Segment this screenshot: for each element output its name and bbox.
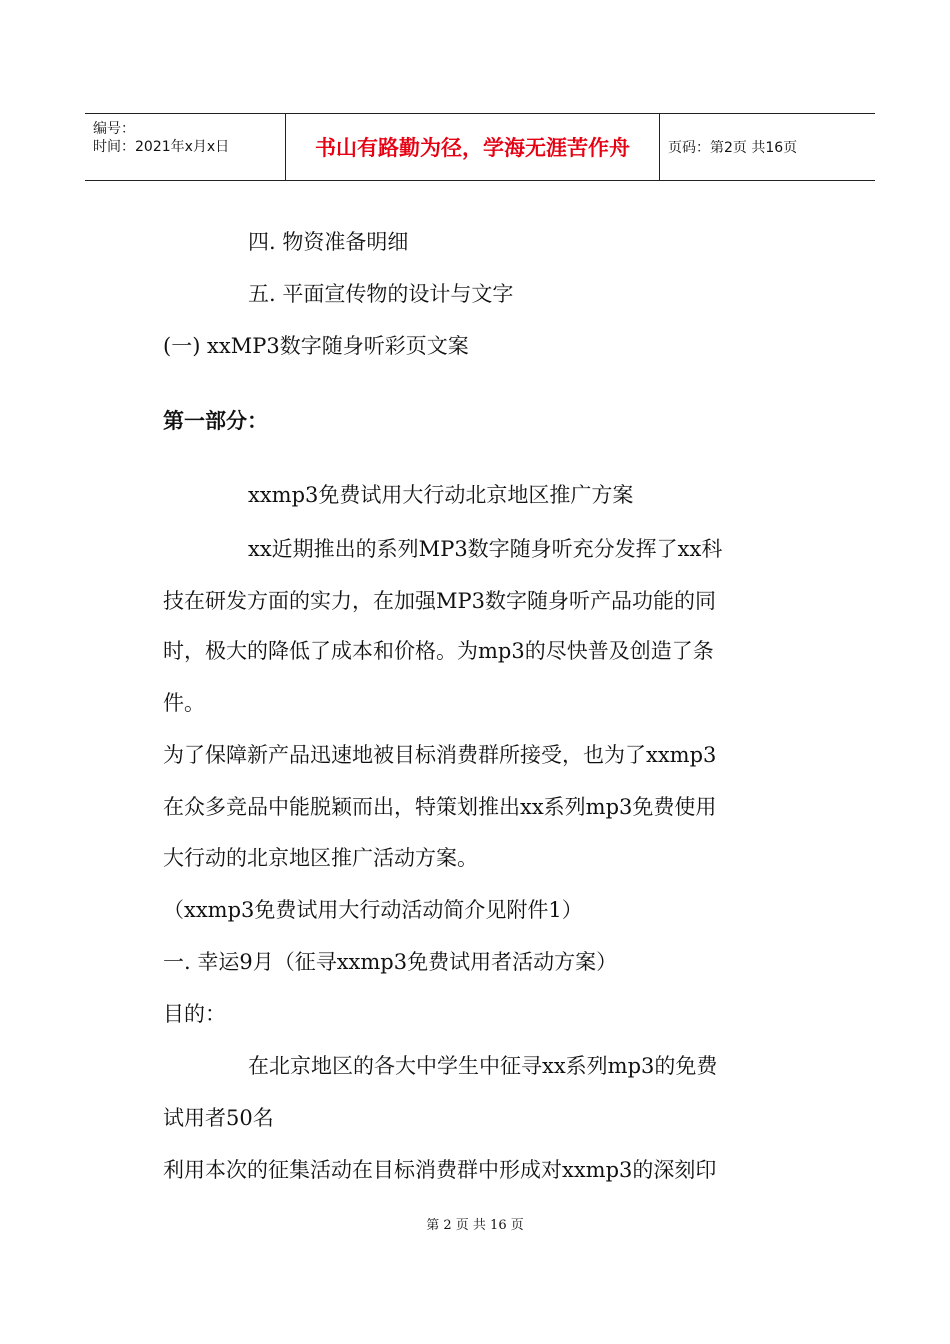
- paragraph-line: 件。: [163, 691, 205, 715]
- paragraph-line: xx近期推出的系列MP3数字随身听充分发挥了xx科: [248, 537, 723, 561]
- paragraph-line: 时，极大的降低了成本和价格。为mp3的尽快普及创造了条: [163, 639, 714, 663]
- part-heading: 第一部分：: [163, 409, 268, 433]
- paragraph-line: 技在研发方面的实力，在加强MP3数字随身听产品功能的同: [163, 589, 716, 613]
- subsection-heading: (一) xxMP3数字随身听彩页文案: [163, 334, 469, 358]
- label-line: 目的：: [163, 1002, 226, 1026]
- paragraph-line: 大行动的北京地区推广活动方案。: [163, 846, 478, 870]
- paragraph-line: （xxmp3免费试用大行动活动简介见附件1）: [163, 898, 583, 922]
- time-label: 时间：2021年x月x日: [93, 139, 230, 155]
- paragraph-line: 在众多竞品中能脱颖而出，特策划推出xx系列mp3免费使用: [163, 795, 717, 819]
- paragraph-line: 在北京地区的各大中学生中征寻xx系列mp3的免费: [248, 1054, 718, 1078]
- paragraph-line: 试用者50名: [163, 1106, 274, 1130]
- header-page-info: 页码：第2页 共16页: [668, 140, 798, 156]
- section-heading: 四. 物资准备明细: [248, 230, 409, 254]
- page-footer: 第 2 页 共 16 页: [426, 1218, 524, 1233]
- section-heading: 五. 平面宣传物的设计与文字: [248, 282, 514, 306]
- number-label: 编号：: [93, 121, 135, 137]
- header-meta: [93, 120, 229, 156]
- header-divider-right: [659, 114, 660, 180]
- list-heading: 一. 幸运9月（征寻xxmp3免费试用者活动方案）: [163, 950, 618, 974]
- paragraph-line: 为了保障新产品迅速地被目标消费群所接受，也为了xxmp3: [163, 743, 717, 767]
- paragraph-line: 利用本次的征集活动在目标消费群中形成对xxmp3的深刻印: [163, 1158, 717, 1182]
- plan-title: xxmp3免费试用大行动北京地区推广方案: [248, 483, 634, 507]
- header-motto: 书山有路勤为径，学海无涯苦作舟: [315, 136, 630, 160]
- document-header: [85, 113, 875, 181]
